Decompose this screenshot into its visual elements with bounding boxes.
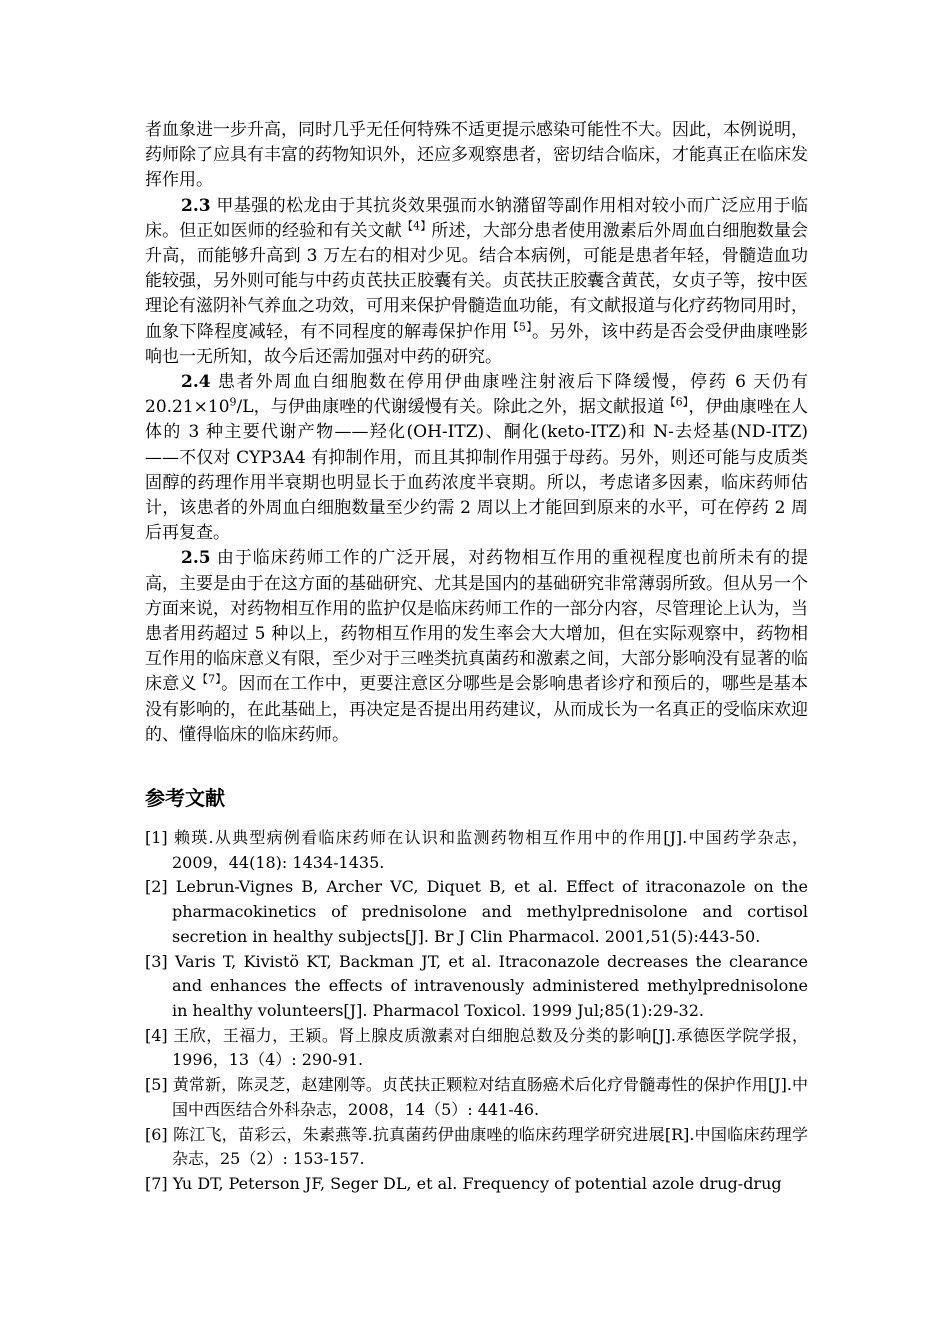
citation-marker: 【5】 (507, 319, 532, 333)
citation-marker: 【4】 (401, 219, 432, 233)
reference-item: [3] Varis T, Kivistö KT, Backman JT, et al. Itraconazole decreases the clearance and enhances the effects of intravenously administered methylprednisolone in healthy volunteers[J]. Pharmacol Toxicol. 1999 Jul;85(1):29-32. (145, 951, 808, 1020)
paragraph-text: 。因而在工作中，更要注意区分哪些是会影响患者诊疗和预后的，哪些是基本没有影响的，在此基础上，再决定是否提出用药建议，从而成长为一名真正的受临床欢迎的、懂得临床的临床药师。 (145, 674, 809, 745)
reference-item: [2] Lebrun-Vignes B, Archer VC, Diquet B, et al. Effect of itraconazole on the pharmacokinetics of prednisolone and methylprednisolone and cortisol secretion in healthy subjects[J]. Br J Clin Pharmacol. 2001,51(5):443-50. (145, 877, 808, 946)
reference-item: [4] 王欣，王福力，王颖。肾上腺皮质激素对白细胞总数及分类的影响[J].承德医学院学报，1996，13（4）: 290-91. (145, 1025, 808, 1070)
exponent: 9 (229, 395, 237, 409)
paragraph-text: 甲基强的松龙由于其抗炎效果强而水钠潴留等副作用相对较小而广泛应用于临床。但正如医师的经验和有关文献 (145, 195, 808, 241)
paragraph-text: ，伊曲康唑在人体的 3 种主要代谢产物——羟化(OH-ITZ)、酮化(keto-ITZ)和 N-去烃基(ND-ITZ)——不仅对 CYP3A4 有抑制作用，而且其抑制作用强于母药。另外，则还可能与皮质类固醇的药理作用半衰期也明显长于血药浓度半衰期。所以，考虑诸多因素，临床药师估计，该患者的外周血白细胞数量至少约需 2 周以上才能回到原来的水平，可在停药 2 周后再复查。 (145, 397, 809, 544)
citation-marker: 【7】 (196, 672, 222, 686)
paragraph-text: /L，与伊曲康唑的代谢缓慢有关。除此之外，据文献报道 (236, 397, 665, 418)
reference-item: [7] Yu DT, Peterson JF, Seger DL, et al. Frequency of potential azole drug-drug (145, 1173, 782, 1193)
paragraph-text: 患者外周血白细胞数在停用伊曲康唑注射液后下降缓慢，停药 6 天仍有 20.21×10 (145, 372, 808, 418)
paragraph-text: 由于临床药师工作的广泛开展，对药物相互作用的重视程度也前所未有的提高，主要是由于在这方面的基础研究、尤其是国内的基础研究非常薄弱所致。但从另一个方面来说，对药物相互作用的监护仅是临床药师工作的一部分内容，尽管理论上认为，当患者用药超过 5 种以上，药物相互作用的发生率会大大增加，但在实际观察中，药物相互作用的临床意义有限，至少对于三唑类抗真菌药和激素之间，大部分影响没有显著的临床意义 (145, 548, 808, 695)
paragraph-2-3 (145, 194, 808, 370)
paragraph-2-4 (145, 370, 808, 546)
paragraph-2-5 (145, 546, 808, 748)
paragraph-text: 。另外，该中药是否会受伊曲康唑影响也一无所知，故今后还需加强对中药的研究。 (145, 321, 809, 367)
paragraph-text: 所述，大部分患者使用激素后外周血白细胞数量会升高，而能够升高到 3 万左右的相对少见。结合本病例，可能是患者年轻，骨髓造血功能较强，另外则可能与中药贞芪扶正胶囊有关。贞芪扶正胶囊含黄芪，女贞子等，按中医理论有滋阴补气养血之功效，可用来保护骨髓造血功能，有文献报道与化疗药物同用时，血象下降程度减轻，有不同程度的解毒保护作用 (145, 220, 809, 342)
paragraph-text: 者血象进一步升高，同时几乎无任何特殊不适更提示感染可能性不大。因此，本例说明，药师除了应具有丰富的药物知识外，还应多观察患者，密切结合临床，才能真正在临床发挥作用。 (145, 120, 808, 191)
references-heading: 参考文献 (145, 786, 225, 811)
paragraph-continuation (145, 118, 808, 194)
reference-item: [1] 赖瑛.从典型病例看临床药师在认识和监测药物相互作用中的作用[J].中国药学杂志，2009，44(18): 1434-1435. (145, 828, 808, 872)
section-number: 2.4 (181, 372, 211, 393)
reference-item: [5] 黄常新，陈灵芝，赵建刚等。贞芪扶正颗粒对结直肠癌术后化疗骨髓毒性的保护作用[J].中国中西医结合外科杂志，2008，14（5）: 441-46. (145, 1075, 808, 1119)
section-number: 2.3 (181, 195, 211, 216)
body-text (145, 118, 808, 748)
citation-marker: 【6】 (664, 395, 689, 409)
section-number: 2.5 (181, 548, 211, 569)
reference-item: [6] 陈江飞，苗彩云，朱素燕等.抗真菌药伊曲康唑的临床药理学研究进展[R].中国临床药理学杂志，25（2）: 153-157. (145, 1124, 808, 1169)
reference-list (145, 826, 808, 1197)
document-page (145, 118, 808, 1197)
